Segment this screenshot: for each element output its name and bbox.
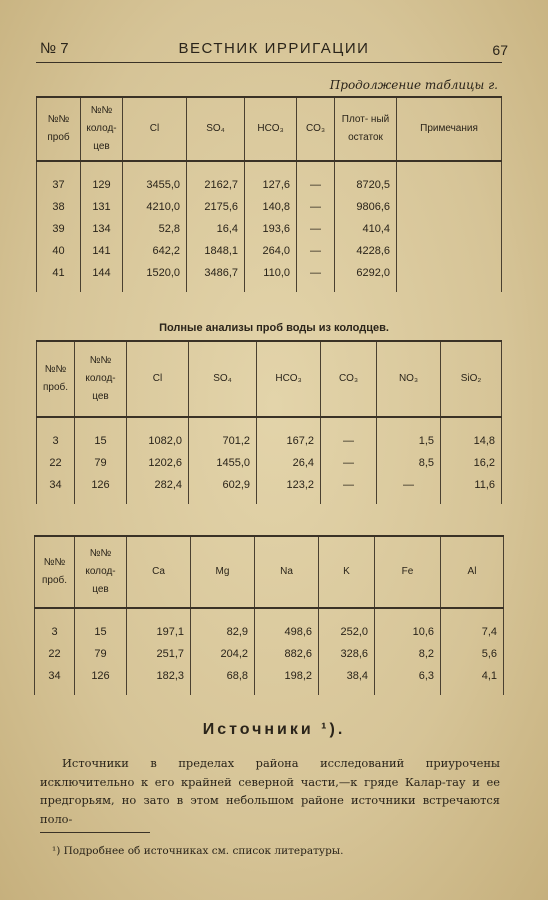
- cell: [397, 196, 502, 218]
- cell: 3: [35, 621, 75, 643]
- cell: 4228,6: [335, 240, 397, 262]
- cell: 15: [75, 430, 127, 452]
- cell: 642,2: [123, 240, 187, 262]
- issue-number: № 7: [40, 40, 69, 57]
- cell: —: [321, 452, 377, 474]
- cell: 131: [81, 196, 123, 218]
- cell: 126: [75, 474, 127, 496]
- page-number: 67: [492, 42, 508, 58]
- cell: 34: [35, 665, 75, 687]
- col-header: HCO₃: [257, 341, 321, 417]
- cell: 882,6: [255, 643, 319, 665]
- col-header: Mg: [191, 536, 255, 608]
- cell: 1,5: [377, 430, 441, 452]
- cell: 197,1: [127, 621, 191, 643]
- table-row: [37, 240, 502, 262]
- cell: 4210,0: [123, 196, 187, 218]
- table-full-analyses-cations: [34, 535, 504, 695]
- cell: 10,6: [375, 621, 441, 643]
- cell: —: [321, 474, 377, 496]
- col-header: Na: [255, 536, 319, 608]
- cell: 167,2: [257, 430, 321, 452]
- table-row: [37, 174, 502, 196]
- col-header: Плот- ный остаток: [335, 97, 397, 161]
- body-paragraph: Источники в пределах района исследований приурочены исключительно к его крайней северной части,—к гряде Калар-тау и ее предгорьям, но зато в этом небольшом районе источники встречаются поло-: [40, 756, 500, 826]
- section-heading: Источники ¹).: [202, 721, 346, 738]
- cell: 8720,5: [335, 174, 397, 196]
- table-row: [37, 474, 502, 496]
- cell: [397, 262, 502, 284]
- cell: —: [297, 174, 335, 196]
- cell: 22: [35, 643, 75, 665]
- cell: 144: [81, 262, 123, 284]
- cell: 1455,0: [189, 452, 257, 474]
- cell: 39: [37, 218, 81, 240]
- table-row: [37, 452, 502, 474]
- col-header: Cl: [123, 97, 187, 161]
- col-header: K: [319, 536, 375, 608]
- cell: 1848,1: [187, 240, 245, 262]
- cell: 37: [37, 174, 81, 196]
- col-header: №№ проб: [37, 97, 81, 161]
- cell: 8,2: [375, 643, 441, 665]
- table-row: [37, 262, 502, 284]
- col-header: Al: [441, 536, 504, 608]
- cell: 141: [81, 240, 123, 262]
- cell: 701,2: [189, 430, 257, 452]
- cell: 264,0: [245, 240, 297, 262]
- cell: 2162,7: [187, 174, 245, 196]
- cell: 140,8: [245, 196, 297, 218]
- cell: 204,2: [191, 643, 255, 665]
- table-water-analyses-continued: [36, 96, 502, 292]
- cell: 38,4: [319, 665, 375, 687]
- cell: 82,9: [191, 621, 255, 643]
- col-header: №№ колод- цев: [75, 341, 127, 417]
- cell: 22: [37, 452, 75, 474]
- footnote-rule: [40, 832, 150, 833]
- cell: —: [297, 218, 335, 240]
- cell: —: [297, 240, 335, 262]
- cell: 129: [81, 174, 123, 196]
- cell: 123,2: [257, 474, 321, 496]
- table-row: [35, 665, 504, 687]
- col-header: CO₃: [297, 97, 335, 161]
- table-caption: Полные анализы проб воды из колодцев.: [159, 322, 389, 334]
- cell: 3455,0: [123, 174, 187, 196]
- cell: 16,4: [187, 218, 245, 240]
- cell: 8,5: [377, 452, 441, 474]
- col-header: Fe: [375, 536, 441, 608]
- col-header: SO₄: [189, 341, 257, 417]
- cell: 134: [81, 218, 123, 240]
- col-header: HCO₃: [245, 97, 297, 161]
- cell: —: [297, 196, 335, 218]
- cell: 41: [37, 262, 81, 284]
- cell: 182,3: [127, 665, 191, 687]
- col-header: №№ колод- цев: [81, 97, 123, 161]
- cell: [397, 174, 502, 196]
- cell: 328,6: [319, 643, 375, 665]
- cell: 3486,7: [187, 262, 245, 284]
- cell: [397, 218, 502, 240]
- table-continuation-note: Продолжение таблицы г.: [329, 78, 498, 92]
- cell: 193,6: [245, 218, 297, 240]
- cell: 6292,0: [335, 262, 397, 284]
- cell: 127,6: [245, 174, 297, 196]
- cell: 602,9: [189, 474, 257, 496]
- cell: —: [377, 474, 441, 496]
- cell: 6,3: [375, 665, 441, 687]
- cell: 16,2: [441, 452, 502, 474]
- cell: 110,0: [245, 262, 297, 284]
- cell: 40: [37, 240, 81, 262]
- running-header: [40, 40, 508, 62]
- cell: 2175,6: [187, 196, 245, 218]
- col-header: №№ проб.: [35, 536, 75, 608]
- table-row: [37, 430, 502, 452]
- cell: 15: [75, 621, 127, 643]
- cell: 1082,0: [127, 430, 189, 452]
- col-header: Примечания: [397, 97, 502, 161]
- cell: 52,8: [123, 218, 187, 240]
- col-header: SO₄: [187, 97, 245, 161]
- cell: 5,6: [441, 643, 504, 665]
- cell: 126: [75, 665, 127, 687]
- col-header: SiO₂: [441, 341, 502, 417]
- journal-title: ВЕСТНИК ИРРИГАЦИИ: [178, 40, 370, 57]
- cell: [397, 240, 502, 262]
- table-row: [35, 643, 504, 665]
- cell: 282,4: [127, 474, 189, 496]
- cell: 3: [37, 430, 75, 452]
- table-header-row: [35, 536, 504, 608]
- col-header: Ca: [127, 536, 191, 608]
- cell: 79: [75, 452, 127, 474]
- table-row: [35, 621, 504, 643]
- table-row: [37, 196, 502, 218]
- cell: 26,4: [257, 452, 321, 474]
- col-header: №№ колод- цев: [75, 536, 127, 608]
- cell: 252,0: [319, 621, 375, 643]
- cell: 1202,6: [127, 452, 189, 474]
- cell: —: [321, 430, 377, 452]
- cell: 14,8: [441, 430, 502, 452]
- cell: 9806,6: [335, 196, 397, 218]
- cell: 7,4: [441, 621, 504, 643]
- cell: 68,8: [191, 665, 255, 687]
- col-header: NO₃: [377, 341, 441, 417]
- cell: 198,2: [255, 665, 319, 687]
- cell: 34: [37, 474, 75, 496]
- cell: 498,6: [255, 621, 319, 643]
- cell: 410,4: [335, 218, 397, 240]
- table-header-row: [37, 97, 502, 161]
- cell: 4,1: [441, 665, 504, 687]
- table-header-row: [37, 341, 502, 417]
- cell: 1520,0: [123, 262, 187, 284]
- cell: 38: [37, 196, 81, 218]
- col-header: CO₃: [321, 341, 377, 417]
- col-header: Cl: [127, 341, 189, 417]
- cell: 11,6: [441, 474, 502, 496]
- cell: —: [297, 262, 335, 284]
- footnote: ¹) Подробнее об источниках см. список литературы.: [52, 845, 344, 857]
- cell: 251,7: [127, 643, 191, 665]
- table-row: [37, 218, 502, 240]
- col-header: №№ проб.: [37, 341, 75, 417]
- header-rule: [36, 62, 502, 63]
- cell: 79: [75, 643, 127, 665]
- table-full-analyses-anions: [36, 340, 502, 504]
